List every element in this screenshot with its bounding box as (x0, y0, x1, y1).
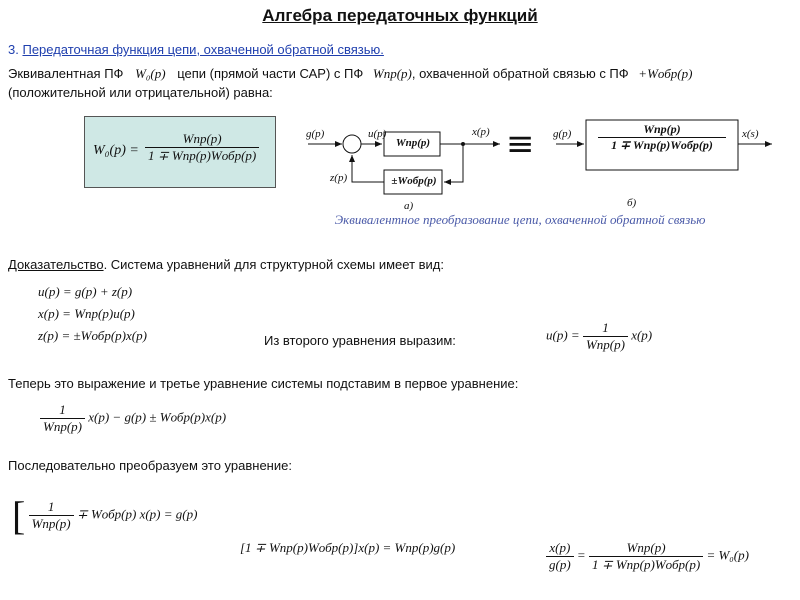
intro-text-3: , охваченной обратной связью с ПФ (411, 66, 629, 81)
diagram-b-x-label: x(s) (742, 128, 759, 140)
diagram-a-u-label: u(p) (368, 128, 387, 140)
formula-fraction (145, 131, 259, 164)
system-eq-1: u(p) = g(p) + z(p) (38, 284, 133, 299)
intro-wobr: +Wобр(p) (638, 66, 693, 81)
subst-den: Wпр(p) (40, 418, 85, 435)
diagram-b-fraction (598, 122, 726, 153)
left-bracket: [ (12, 493, 26, 538)
u-expr-den: Wпр(p) (583, 336, 628, 353)
substitute-text: Теперь это выражение и третье уравнение системы подставим в первое уравнение: (8, 376, 519, 391)
page-title: Алгебра передаточных функций (262, 6, 538, 25)
u-expr-lhs: u(p) = (546, 327, 580, 343)
section-title: Передаточная функция цепи, охваченной обратной связью. (22, 42, 384, 57)
transform-text: Последовательно преобразуем это уравнение: (8, 458, 292, 473)
equation-system (38, 284, 147, 350)
feedback-path-in (352, 155, 384, 182)
t1-den: Wпр(p) (29, 515, 74, 532)
t3-left-fraction (546, 540, 574, 573)
intro-line-1 (8, 66, 692, 82)
t3-right-den: 1 ∓ Wпр(p)Wобр(p) (589, 556, 703, 573)
subst-num: 1 (59, 402, 66, 417)
transform-eq-1 (12, 492, 197, 539)
formula-den: 1 ∓ Wпр(p)Wобр(p) (145, 147, 259, 164)
transform-eq-3 (546, 540, 749, 573)
proof-label: Доказательство (8, 257, 104, 272)
transform-eq-2: [1 ∓ Wпр(p)Wобр(p)]x(p) = Wпр(p)g(p) (240, 540, 456, 555)
summing-junction (343, 135, 361, 153)
diagram-b-num: Wпр(p) (643, 122, 681, 136)
u-expr-fraction (583, 320, 628, 353)
t1-num: 1 (47, 499, 55, 514)
intro-text-1: Эквивалентная ПФ (8, 66, 124, 81)
diagram-b-g-label: g(p) (553, 128, 572, 140)
substituted-equation (40, 402, 226, 435)
feedback-path-out (444, 144, 463, 182)
forward-block-label: Wпр(p) (395, 137, 431, 149)
intro-w0: W₀(p) (135, 66, 166, 81)
formula-lhs: W₀(p) = (93, 143, 139, 158)
proof-line (8, 257, 444, 272)
diagram-b-den: 1 ∓ Wпр(p)Wобр(p) (598, 137, 726, 153)
from-second-text: Из второго уравнения выразим: (264, 333, 456, 348)
feedback-block-label: ±Wобр(p) (391, 175, 437, 187)
u-expression (546, 320, 652, 353)
intro-text-2: цепи (прямой части САР) с ПФ (177, 66, 364, 81)
formula-box (84, 116, 276, 188)
equivalence-sign: ≡ (506, 124, 535, 164)
section-number: 3. (8, 42, 19, 57)
t3-left-den: g(p) (546, 556, 574, 573)
t3-left-num: x(p) (549, 540, 571, 555)
t3-right-num: Wпр(p) (626, 540, 666, 555)
section-heading (8, 42, 384, 57)
t3-rhs: = W₀(p) (706, 547, 749, 563)
intro-wpr: Wпр(p) (372, 66, 412, 81)
proof-text: . Система уравнений для структурной схемы имеет вид: (103, 257, 444, 272)
subst-rhs: x(p) − g(p) ± Wобр(p)x(p) (88, 409, 227, 425)
u-expr-rhs: x(p) (631, 327, 653, 343)
diagram-a-label: а) (404, 200, 414, 212)
diagram-a-g-label: g(p) (306, 128, 325, 140)
t3-eq: = (576, 547, 586, 563)
subst-fraction (40, 402, 85, 435)
u-expr-num: 1 (602, 320, 609, 335)
diagram-b-label: б) (627, 197, 637, 209)
t1-fraction (29, 499, 74, 532)
figure-caption: Эквивалентное преобразование цепи, охваченной обратной связью (334, 212, 706, 227)
formula-num: Wпр(p) (182, 131, 222, 146)
intro-line-2: (положительной или отрицательной) равна: (8, 85, 273, 100)
diagram-a-x-label: x(p) (472, 126, 490, 138)
t1-rest: ∓ Wобр(p) x(p) = g(p) (76, 506, 198, 522)
diagram-a-z-label: z(p) (330, 172, 348, 184)
system-eq-3: z(p) = ±Wобр(p)x(p) (38, 328, 147, 343)
system-eq-2: x(p) = Wпр(p)u(p) (38, 306, 135, 321)
t3-right-fraction (589, 540, 703, 573)
